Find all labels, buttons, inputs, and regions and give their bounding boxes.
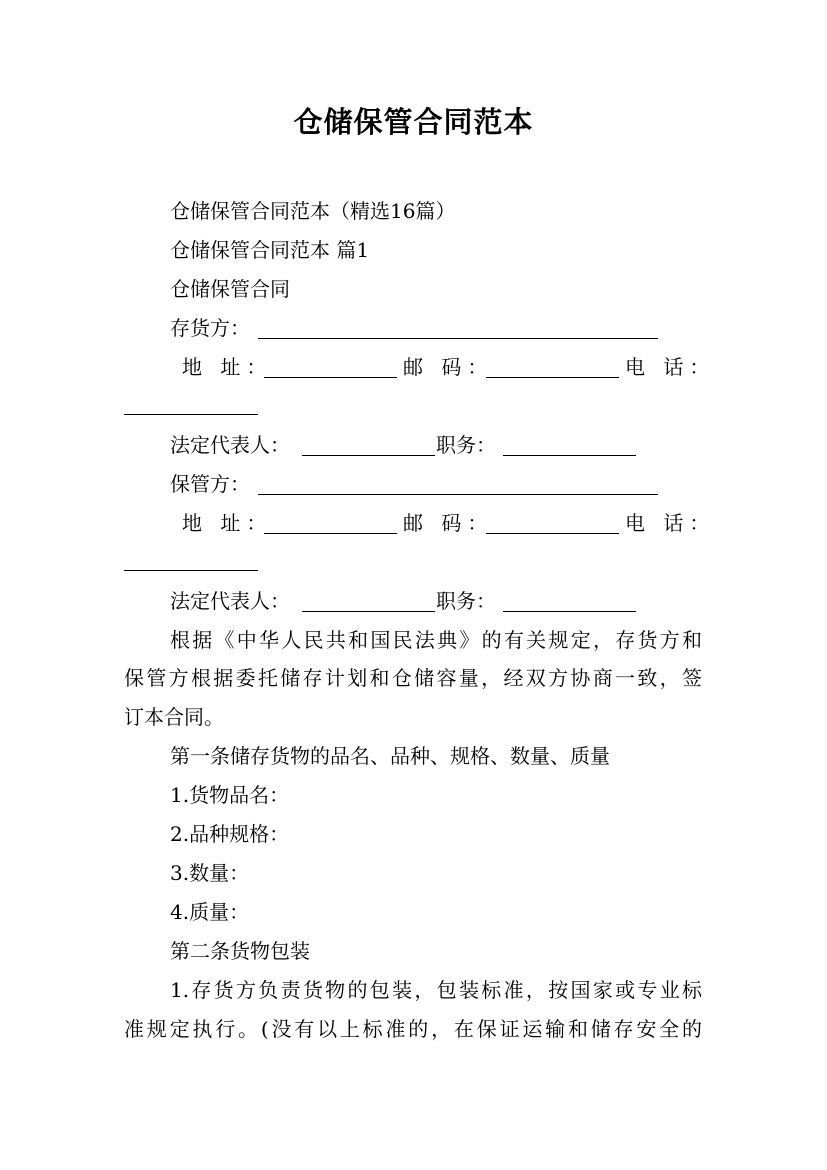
keeper-phone-label: 电 话： — [625, 511, 716, 535]
depositor-position-blank — [503, 455, 636, 456]
keeper-postcode-label: 邮 码： — [403, 511, 494, 535]
article2-title: 第二条货物包装 — [170, 939, 310, 963]
keeper-phone-blank — [124, 570, 258, 571]
preamble-line-1: 根据《中华人民共和国民法典》的有关规定，存货方和 — [170, 628, 702, 652]
keeper-rep-blank — [302, 611, 435, 612]
depositor-postcode-label: 邮 码： — [403, 355, 494, 379]
keeper-rep-label: 法定代表人： — [170, 589, 290, 613]
keeper-label: 保管方： — [170, 472, 250, 496]
contract-name: 仓储保管合同 — [170, 277, 290, 301]
keeper-address-label: 地 址： — [182, 511, 273, 535]
keeper-position-blank — [503, 611, 636, 612]
depositor-rep-label: 法定代表人： — [170, 433, 290, 457]
preamble-line-3: 订本合同。 — [124, 705, 224, 729]
depositor-phone-label: 电 话： — [625, 355, 716, 379]
article1-item-4: 4.质量： — [170, 900, 250, 924]
depositor-phone-blank — [124, 414, 258, 415]
intro-line: 仓储保管合同范本（精选16篇） — [170, 199, 456, 223]
depositor-label: 存货方： — [170, 316, 250, 340]
depositor-address-label: 地 址： — [182, 355, 273, 379]
document-title: 仓储保管合同范本 — [293, 105, 534, 139]
article1-title: 第一条储存货物的品名、品种、规格、数量、质量 — [170, 744, 610, 768]
preamble-line-2: 保管方根据委托储存计划和仓储容量，经双方协商一致，签 — [124, 666, 702, 690]
depositor-postcode-blank — [486, 377, 619, 378]
section-heading: 仓储保管合同范本 篇1 — [170, 238, 370, 262]
article1-item-2: 2.品种规格： — [170, 822, 290, 846]
depositor-rep-blank — [302, 455, 435, 456]
depositor-position-label: 职务： — [436, 433, 496, 457]
article2-line-1: 1.存货方负责货物的包装，包装标准，按国家或专业标 — [170, 978, 702, 1002]
keeper-name-blank — [258, 494, 658, 495]
depositor-address-blank — [264, 377, 397, 378]
article1-item-1: 1.货物品名： — [170, 783, 290, 807]
article1-item-3: 3.数量： — [170, 861, 250, 885]
keeper-address-blank — [264, 533, 397, 534]
article2-line-2: 准规定执行。(没有以上标准的，在保证运输和储存安全的 — [124, 1017, 702, 1041]
keeper-position-label: 职务： — [436, 589, 496, 613]
depositor-name-blank — [258, 338, 658, 339]
keeper-postcode-blank — [486, 533, 619, 534]
